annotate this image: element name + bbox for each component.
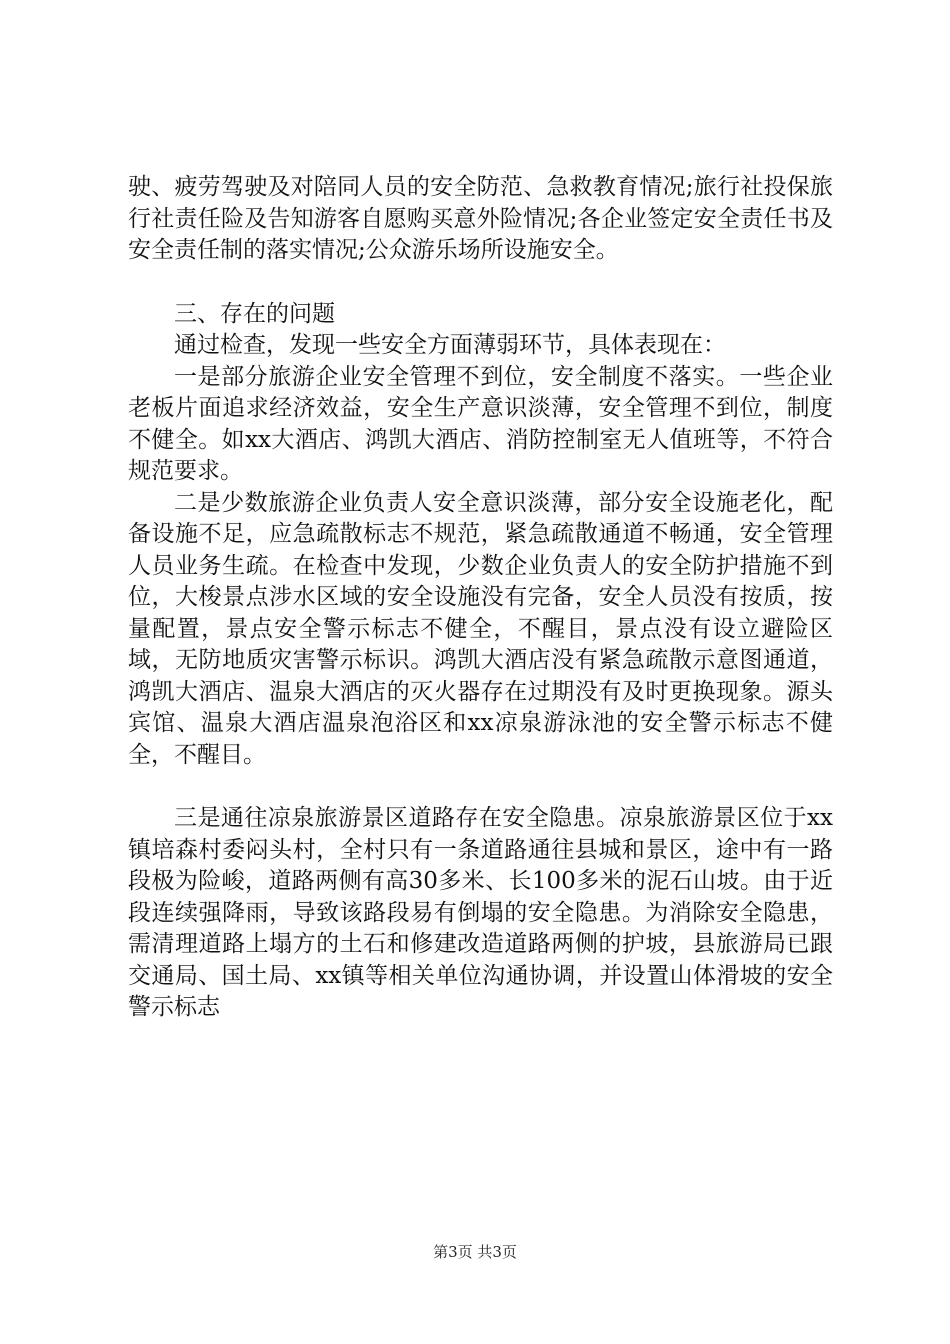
paragraph-issue-one: 一是部分旅游企业安全管理不到位，安全制度不落实。一些企业老板片面追求经济效益，安全生产意识淡薄，安全管理不到位，制度不健全。如xx大酒店、鸿凯大酒店、消防控制室无人值班等，不符合规范要求。 — [128, 363, 833, 484]
paragraph-issue-three: 三是通往凉泉旅游景区道路存在安全隐患。凉泉旅游景区位于xx镇培森村委闷头村，全村只有一条道路通往县城和景区，途中有一路段极为险峻，道路两侧有高30多米、长100多米的泥石山坡。由于近段连续强降雨，导致该路段易有倒塌的安全隐患。为消除安全隐患，需清理道路上塌方的土石和修建改造道路两侧的护坡，县旅游局已跟交通局、国土局、xx镇等相关单位沟通协调，并设置山体滑坡的安全警示标志 — [128, 805, 833, 1020]
section-heading: 三、存在的问题 — [174, 300, 335, 327]
page-footer: 第3页 共3页 — [433, 1243, 517, 1261]
paragraph-intro: 通过检查，发现一些安全方面薄弱环节，具体表现在： — [174, 332, 726, 358]
document-body — [128, 172, 833, 1024]
paragraph-issue-two: 二是少数旅游企业负责人安全意识淡薄，部分安全设施老化，配备设施不足，应急疏散标志不规范，紧急疏散通道不畅通，安全管理人员业务生疏。在检查中发现，少数企业负责人的安全防护措施不到位，大梭景点涉水区域的安全设施没有完备，安全人员没有按质，按量配置，景点安全警示标志不健全，不醒目，景点没有设立避险区域，无防地质灾害警示标识。鸿凯大酒店没有紧急疏散示意图通道，鸿凯大酒店、温泉大酒店的灭火器存在过期没有及时更换现象。源头宾馆、温泉大酒店温泉泡浴区和xx凉泉游泳池的安全警示标志不健全，不醒目。 — [128, 489, 833, 768]
paragraph-continuation: 驶、疲劳驾驶及对陪同人员的安全防范、急救教育情况;旅行社投保旅行社责任险及告知游客自愿购买意外险情况;各企业签定安全责任书及安全责任制的落实情况;公众游乐场所设施安全。 — [128, 174, 833, 263]
